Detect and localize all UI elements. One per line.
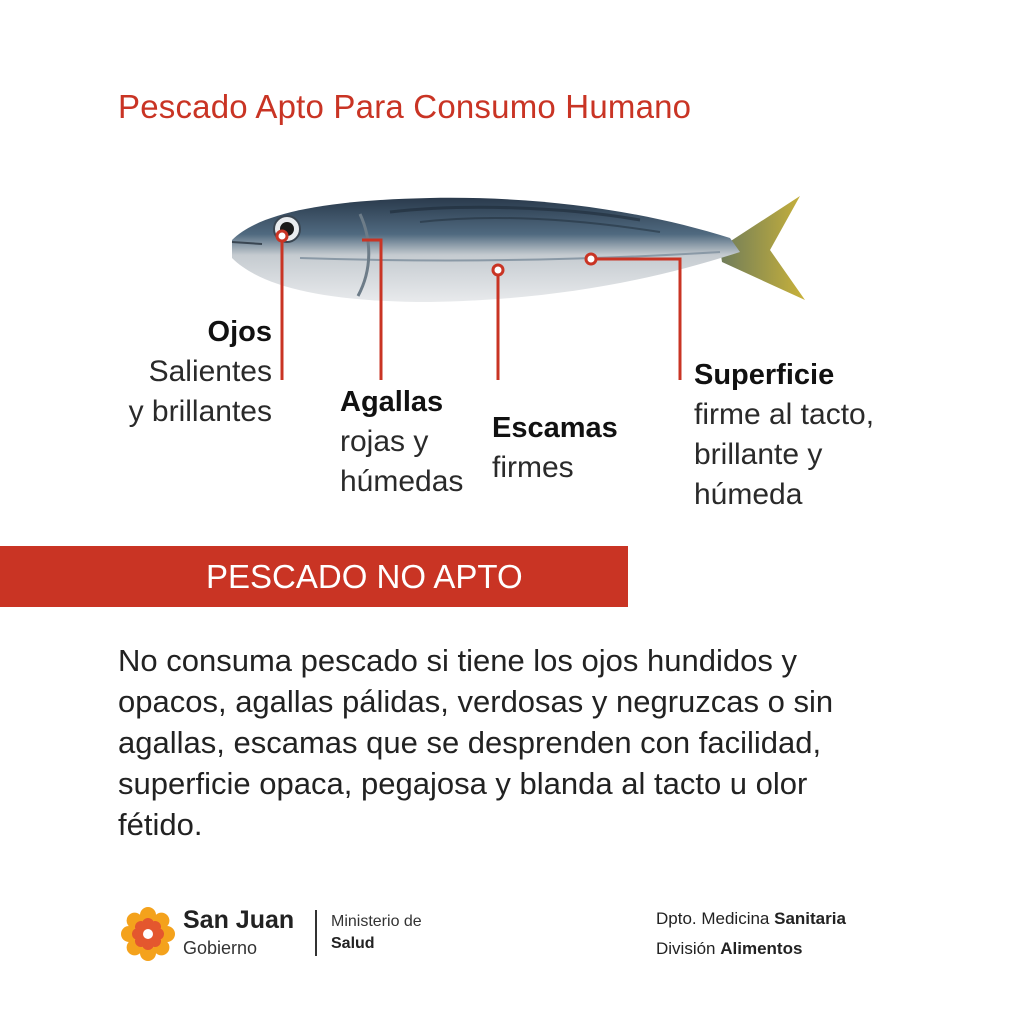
department-strong: Sanitaria [774, 909, 846, 928]
label-superficie [694, 355, 874, 515]
label-ojos-heading: Ojos [207, 316, 272, 348]
label-superficie-line3: húmeda [694, 478, 803, 511]
label-agallas-line1: rojas y [340, 425, 429, 458]
label-escamas-heading: Escamas [492, 412, 618, 444]
division-prefix: División [656, 939, 721, 958]
brand-subtitle: Gobierno [183, 938, 258, 958]
division-line [656, 939, 802, 959]
label-superficie-line2: brillante y [694, 438, 823, 471]
division-strong: Alimentos [720, 939, 803, 958]
label-escamas-line1: firmes [492, 451, 574, 484]
sun-flower-logo-icon [120, 906, 176, 962]
label-agallas [340, 382, 463, 502]
label-agallas-line2: húmedas [340, 465, 464, 498]
footer-divider [315, 910, 317, 956]
department-prefix: Dpto. Medicina [656, 909, 775, 928]
label-superficie-heading: Superficie [694, 359, 835, 391]
no-apto-banner [0, 546, 628, 607]
label-ojos-line2: y brillantes [128, 395, 272, 428]
label-ojos [129, 312, 272, 432]
page-title: Pescado Apto Para Consumo Humano [118, 88, 692, 125]
ministry-line1: Ministerio de [331, 913, 422, 930]
ministry-line2: Salud [331, 935, 375, 952]
warning-paragraph: No consuma pescado si tiene los ojos hundidos y opacos, agallas pálidas, verdosas y negruzcas o sin agallas, escamas que se desprenden con facilidad, superficie opaca, pegajosa y blanda al tacto u olor fétido. [118, 643, 834, 842]
label-escamas [492, 408, 618, 488]
brand-name: San Juan [183, 906, 295, 934]
banner-text: PESCADO NO APTO [206, 558, 523, 595]
label-superficie-line1: firme al tacto, [694, 398, 875, 431]
label-agallas-heading: Agallas [340, 386, 444, 418]
department-line [656, 909, 846, 929]
label-ojos-line1: Salientes [148, 355, 272, 388]
fish-body [232, 196, 805, 302]
